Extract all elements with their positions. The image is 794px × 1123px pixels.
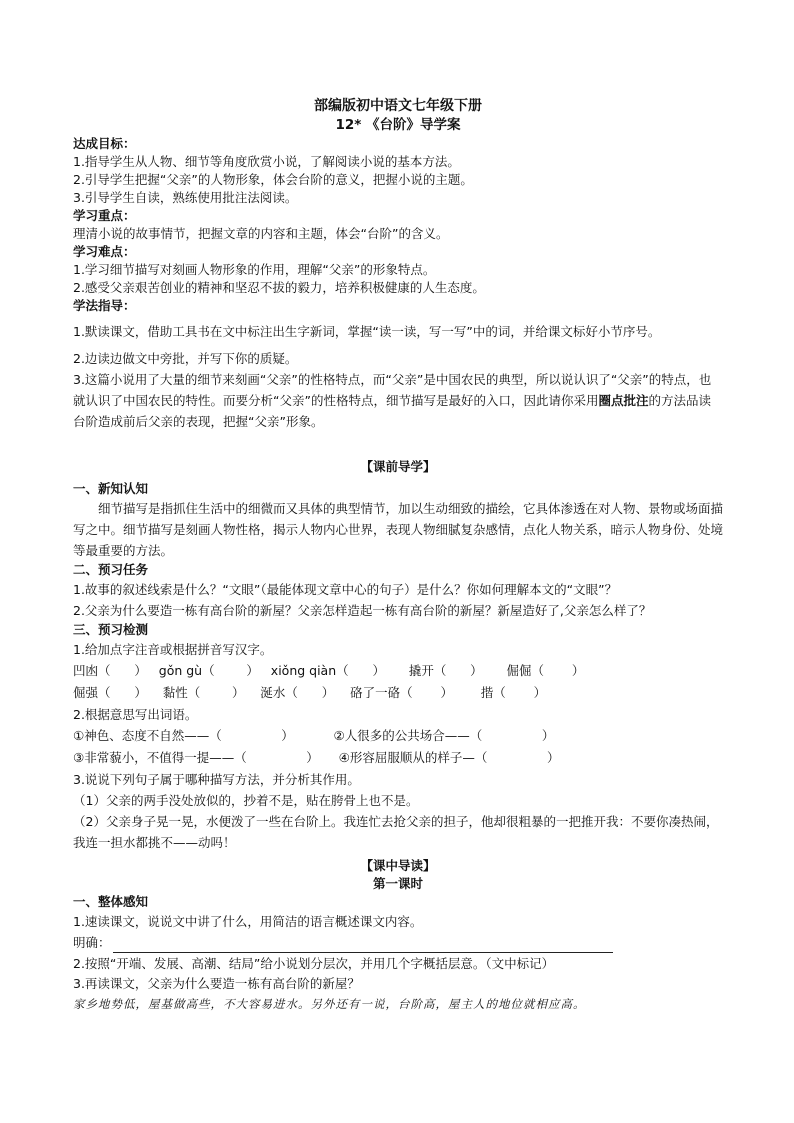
- check-question: 2.根据意思写出词语。: [73, 707, 198, 722]
- class-question: 1.速读课文，说说文中讲了什么，用简洁的语言概述课文内容。: [73, 914, 423, 929]
- goal-item: 3.引导学生自读，熟练使用批注法阅读。: [73, 190, 298, 205]
- task-item: 1.故事的叙述线索是什么？“文眼”（最能体现文章中心的句子）是什么？你如何理解本文的“文眼”？: [73, 582, 618, 597]
- concept-text: 细节描写是指抓住生活中的细微而又具体的典型情节，加以生动细致的描绘，它具体渗透在对人物、景物或场面描写之中。细节描写是刻画人物性格，揭示人物内心世界，表现人物细腻复杂感情，点化人物关系，暗示人物身份、处境等最重要的方法。: [73, 501, 724, 558]
- emphasis-text: 圈点批注: [598, 393, 649, 408]
- period-heading: 第一课时: [372, 876, 423, 891]
- section-heading: 一、整体感知: [73, 894, 149, 909]
- handwritten-answer: 家乡地势低，屋基做高些，不大容易进水。另外还有一说，台阶高，屋主人的地位就相应高。: [73, 997, 586, 1011]
- method-item-3: 3.这篇小说用了大量的细节来刻画“父亲”的性格特点，而“父亲”是中国农民的典型，所以说认识了“父亲”的特点，也就认识了中国农民的特性。而要分析“父亲”的性格特点，细节描写是最好的入口，因此请你采用圈点批注的方法品读台阶造成前后父亲的表现，把握“父亲”形象。: [73, 372, 712, 429]
- sentence-item: （2）父亲身子晃一晃，水便泼了一些在台阶上。我连忙去抢父亲的担子，他却很粗暴的一把推开我：不要你凑热闹，我连一担水都挑不——动吗！: [73, 814, 719, 850]
- section-heading: 三、预习检测: [73, 622, 149, 637]
- method-heading: 学法指导：: [73, 298, 136, 313]
- method-item-1: 1.默读课文，借助工具书在文中标注出生字新词，掌握“读一读，写一写”中的词，并给课文标好小节序号。: [73, 324, 661, 339]
- word-row: ①神色、态度不自然——（ ） ②人很多的公共场合——（ ）: [73, 728, 555, 743]
- answer-label: 明确：: [73, 935, 111, 950]
- sentence-item: （1）父亲的两手没处放似的，抄着不是，贴在胯骨上也不是。: [73, 793, 419, 808]
- worksheet-page: [73, 96, 723, 1014]
- pre-class-heading: 【课前导学】: [360, 459, 436, 474]
- difficulty-item: 2.感受父亲艰苦创业的精神和坚忍不拔的毅力，培养积极健康的人生态度。: [73, 280, 485, 295]
- goals-heading: 达成目标：: [73, 136, 136, 151]
- class-question: 3.再读课文，父亲为什么要造一栋有高台阶的新屋？: [73, 976, 360, 991]
- blank-line: [113, 938, 613, 953]
- section-heading: 二、预习任务: [73, 562, 149, 577]
- answer-line: [73, 932, 723, 953]
- difficulties-heading: 学习难点：: [73, 244, 136, 259]
- lesson-title: 12* 《台阶》导学案: [335, 117, 461, 133]
- method-item-2: 2.边读边做文中旁批，并写下你的质疑。: [73, 351, 298, 366]
- key-points-text: 理清小说的故事情节，把握文章的内容和主题，体会“台阶”的含义。: [73, 226, 449, 241]
- key-points-heading: 学习重点：: [73, 208, 136, 223]
- difficulty-item: 1.学习细节描写对刻画人物形象的作用，理解“父亲”的形象特点。: [73, 262, 436, 277]
- word-row: ③非常藐小，不值得一提——（ ） ④形容屈服顺从的样子—（ ）: [73, 750, 560, 765]
- check-question: 1.给加点字注音或根据拼音写汉字。: [73, 642, 273, 657]
- pinyin-row: 凹凼（ ） gǒn gù（ ） xiǒng qiàn（ ） 撬开（ ） 倔倔（ ）: [73, 663, 585, 678]
- section-heading: 一、新知认知: [73, 481, 149, 496]
- pinyin-row: 倔强（ ） 黏性（ ） 涎水（ ） 硌了一硌（ ） 揩（ ）: [73, 685, 547, 700]
- task-item: 2.父亲为什么要造一栋有高台阶的新屋？父亲怎样造起一栋有高台阶的新屋？新屋造好了,父亲怎么样了？: [73, 603, 652, 618]
- in-class-heading: 【课中导读】: [360, 858, 436, 873]
- goal-item: 2.引导学生把握“父亲”的人物形象，体会台阶的意义，把握小说的主题。: [73, 172, 473, 187]
- class-question: 2.按照“开端、发展、高潮、结局”给小说划分层次，并用几个字概括层意。（文中标记）: [73, 956, 555, 971]
- check-question: 3.说说下列句子属于哪种描写方法，并分析其作用。: [73, 772, 360, 787]
- page-title: 部编版初中语文七年级下册: [314, 98, 482, 114]
- goal-item: 1.指导学生从人物、细节等角度欣赏小说，了解阅读小说的基本方法。: [73, 154, 460, 169]
